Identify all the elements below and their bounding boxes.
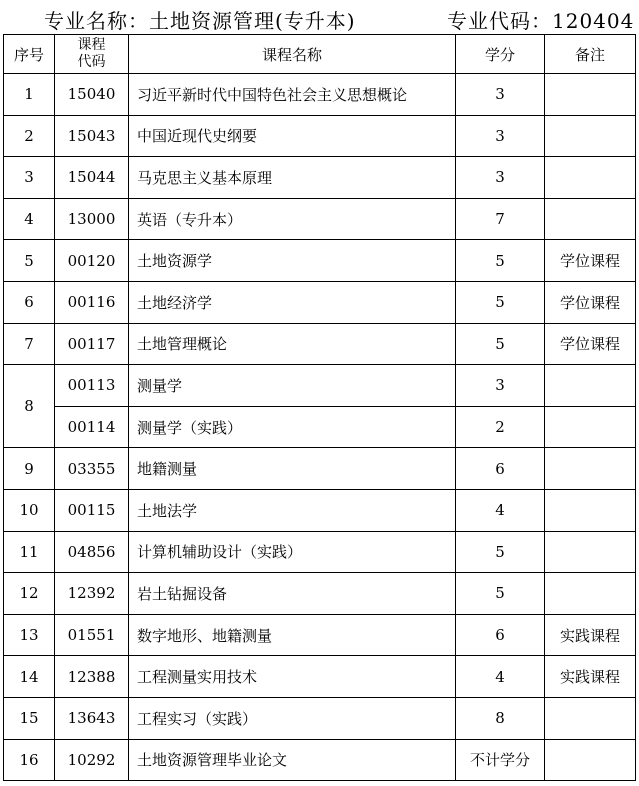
row-no: 8 (4, 365, 55, 448)
row-name: 地籍测量 (129, 448, 456, 490)
row-note: 学位课程 (545, 323, 636, 365)
row-no: 6 (4, 281, 55, 323)
header-code-line1: 课程 (77, 37, 106, 53)
row-credit: 5 (456, 281, 545, 323)
row-note (545, 115, 636, 157)
row-name: 土地资源学 (129, 240, 456, 282)
major-name: 专业名称：土地资源管理(专升本) (44, 9, 356, 33)
row-note (545, 697, 636, 739)
row-note (545, 489, 636, 531)
row-name: 中国近现代史纲要 (129, 115, 456, 157)
row-code: 00113 (55, 365, 129, 407)
row-code: 13643 (55, 697, 129, 739)
header-code-line2: 代码 (77, 54, 106, 70)
header-note: 备注 (545, 35, 636, 74)
row-credit: 3 (456, 115, 545, 157)
row-note (545, 573, 636, 615)
row-no: 15 (4, 697, 55, 739)
row-no: 2 (4, 115, 55, 157)
row-credit: 6 (456, 614, 545, 656)
row-note (545, 739, 636, 781)
row-credit: 3 (456, 365, 545, 407)
row-no: 9 (4, 448, 55, 490)
row-credit: 5 (456, 573, 545, 615)
row-note (545, 531, 636, 573)
table-row (4, 448, 636, 490)
header-name: 课程名称 (129, 35, 456, 74)
row-code: 12392 (55, 573, 129, 615)
table-row (4, 406, 636, 448)
table-row (4, 281, 636, 323)
row-code: 00120 (55, 240, 129, 282)
row-credit: 2 (456, 406, 545, 448)
row-code: 00115 (55, 489, 129, 531)
row-code: 00114 (55, 406, 129, 448)
row-code: 01551 (55, 614, 129, 656)
table-row (4, 739, 636, 781)
row-note: 学位课程 (545, 240, 636, 282)
row-credit: 不计学分 (456, 739, 545, 781)
table-row (4, 240, 636, 282)
row-code: 10292 (55, 739, 129, 781)
row-credit: 5 (456, 531, 545, 573)
row-credit: 5 (456, 323, 545, 365)
row-name: 习近平新时代中国特色社会主义思想概论 (129, 74, 456, 116)
row-name: 岩土钻掘设备 (129, 573, 456, 615)
row-note (545, 74, 636, 116)
row-credit: 8 (456, 697, 545, 739)
table-header-row (4, 35, 636, 74)
table-row (4, 614, 636, 656)
header-code (55, 35, 129, 74)
table-row (4, 656, 636, 698)
table-row (4, 697, 636, 739)
row-name: 测量学 (129, 365, 456, 407)
table-row (4, 74, 636, 116)
row-name: 土地管理概论 (129, 323, 456, 365)
row-name: 数字地形、地籍测量 (129, 614, 456, 656)
row-note (545, 365, 636, 407)
row-credit: 3 (456, 157, 545, 199)
row-no: 16 (4, 739, 55, 781)
row-no: 11 (4, 531, 55, 573)
row-note (545, 157, 636, 199)
row-code: 15043 (55, 115, 129, 157)
row-no: 13 (4, 614, 55, 656)
row-note (545, 448, 636, 490)
row-code: 03355 (55, 448, 129, 490)
row-code: 13000 (55, 198, 129, 240)
row-code: 00117 (55, 323, 129, 365)
table-row (4, 115, 636, 157)
row-credit: 7 (456, 198, 545, 240)
row-credit: 5 (456, 240, 545, 282)
table-row (4, 365, 636, 407)
row-no: 14 (4, 656, 55, 698)
row-name: 土地法学 (129, 489, 456, 531)
page-header (0, 0, 639, 34)
row-name: 马克思主义基本原理 (129, 157, 456, 199)
course-table (3, 34, 636, 781)
table-row (4, 157, 636, 199)
row-note (545, 406, 636, 448)
row-credit: 4 (456, 489, 545, 531)
row-name: 计算机辅助设计（实践） (129, 531, 456, 573)
table-row (4, 489, 636, 531)
row-no: 5 (4, 240, 55, 282)
row-code: 15040 (55, 74, 129, 116)
row-code: 12388 (55, 656, 129, 698)
row-no: 12 (4, 573, 55, 615)
row-note (545, 198, 636, 240)
row-code: 15044 (55, 157, 129, 199)
row-no: 7 (4, 323, 55, 365)
major-code: 专业代码：120404 (447, 9, 635, 33)
row-code: 00116 (55, 281, 129, 323)
row-no: 1 (4, 74, 55, 116)
table-row (4, 198, 636, 240)
row-name: 英语（专升本） (129, 198, 456, 240)
table-row (4, 531, 636, 573)
row-note: 学位课程 (545, 281, 636, 323)
row-name: 工程实习（实践） (129, 697, 456, 739)
row-note: 实践课程 (545, 614, 636, 656)
table-row (4, 573, 636, 615)
table-row (4, 323, 636, 365)
header-no: 序号 (4, 35, 55, 74)
row-name: 工程测量实用技术 (129, 656, 456, 698)
header-credit: 学分 (456, 35, 545, 74)
row-credit: 3 (456, 74, 545, 116)
row-no: 4 (4, 198, 55, 240)
row-no: 10 (4, 489, 55, 531)
row-note: 实践课程 (545, 656, 636, 698)
row-no: 3 (4, 157, 55, 199)
row-name: 测量学（实践） (129, 406, 456, 448)
row-credit: 6 (456, 448, 545, 490)
row-name: 土地经济学 (129, 281, 456, 323)
row-credit: 4 (456, 656, 545, 698)
row-name: 土地资源管理毕业论文 (129, 739, 456, 781)
row-code: 04856 (55, 531, 129, 573)
